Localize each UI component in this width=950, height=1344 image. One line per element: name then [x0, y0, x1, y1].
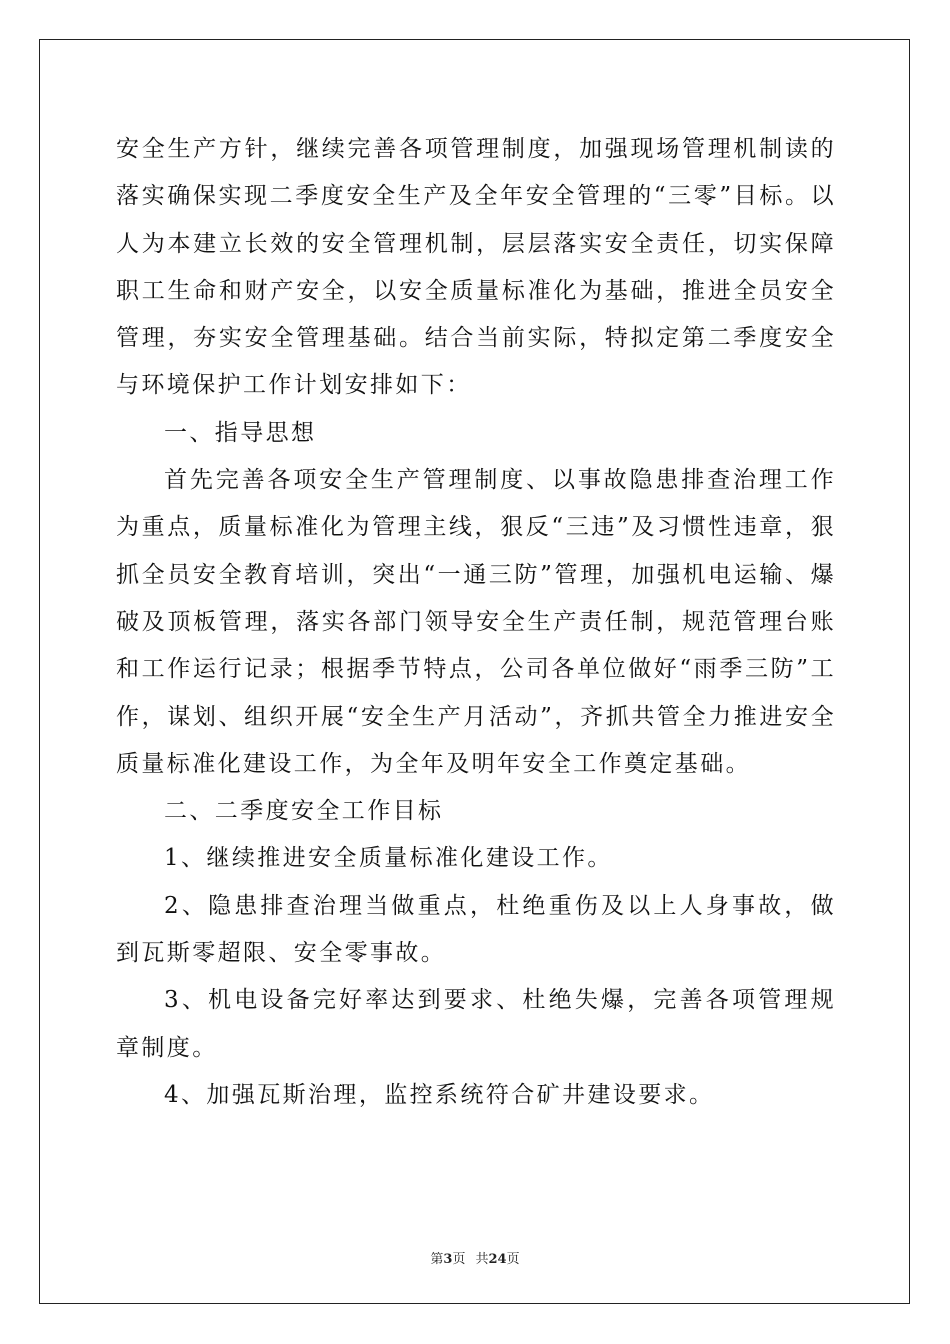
paragraph-intro: 安全生产方针，继续完善各项管理制度，加强现场管理机制读的落实确保实现二季度安全生产及全年安全管理的“三零”目标。以人为本建立长效的安全管理机制，层层落实安全责任，切实保障职工生命和财产安全，以安全质量标准化为基础，推进全员安全管理，夯实安全管理基础。结合当前实际，特拟定第二季度安全与环境保护工作计划安排如下： — [116, 136, 836, 399]
goal-item-1: 1、继续推进安全质量标准化建设工作。 — [164, 845, 613, 872]
footer-total-suffix: 页 — [506, 1252, 520, 1267]
footer-total-prefix: 共 — [475, 1252, 489, 1267]
page-footer — [0, 1248, 950, 1267]
heading-guiding-ideology: 一、指导思想 — [164, 419, 317, 446]
paragraph-guiding-ideology: 首先完善各项安全生产管理制度、以事故隐患排查治理工作为重点，质量标准化为管理主线，狠反“三违”及习惯性违章，狠抓全员安全教育培训，突出“一通三防”管理，加强机电运输、爆破及顶板管理，落实各部门领导安全生产责任制，规范管理台账和工作运行记录；根据季节特点，公司各单位做好“雨季三防”工作，谋划、组织开展“安全生产月活动”，齐抓共管全力推进安全质量标准化建设工作，为全年及明年安全工作奠定基础。 — [116, 467, 836, 777]
current-page-number: 3 — [443, 1252, 453, 1267]
goal-item-4: 4、加强瓦斯治理，监控系统符合矿井建设要求。 — [164, 1081, 715, 1108]
footer-prefix: 第 — [430, 1252, 444, 1267]
document-body — [116, 126, 836, 1119]
total-page-count: 24 — [488, 1252, 507, 1267]
heading-q2-safety-goals: 二、二季度安全工作目标 — [164, 798, 444, 825]
footer-page-suffix: 页 — [452, 1252, 466, 1267]
goal-item-3: 3、机电设备完好率达到要求、杜绝失爆，完善各项管理规章制度。 — [116, 987, 836, 1061]
goal-item-2: 2、隐患排查治理当做重点，杜绝重伤及以上人身事故，做到瓦斯零超限、安全零事故。 — [116, 892, 836, 967]
